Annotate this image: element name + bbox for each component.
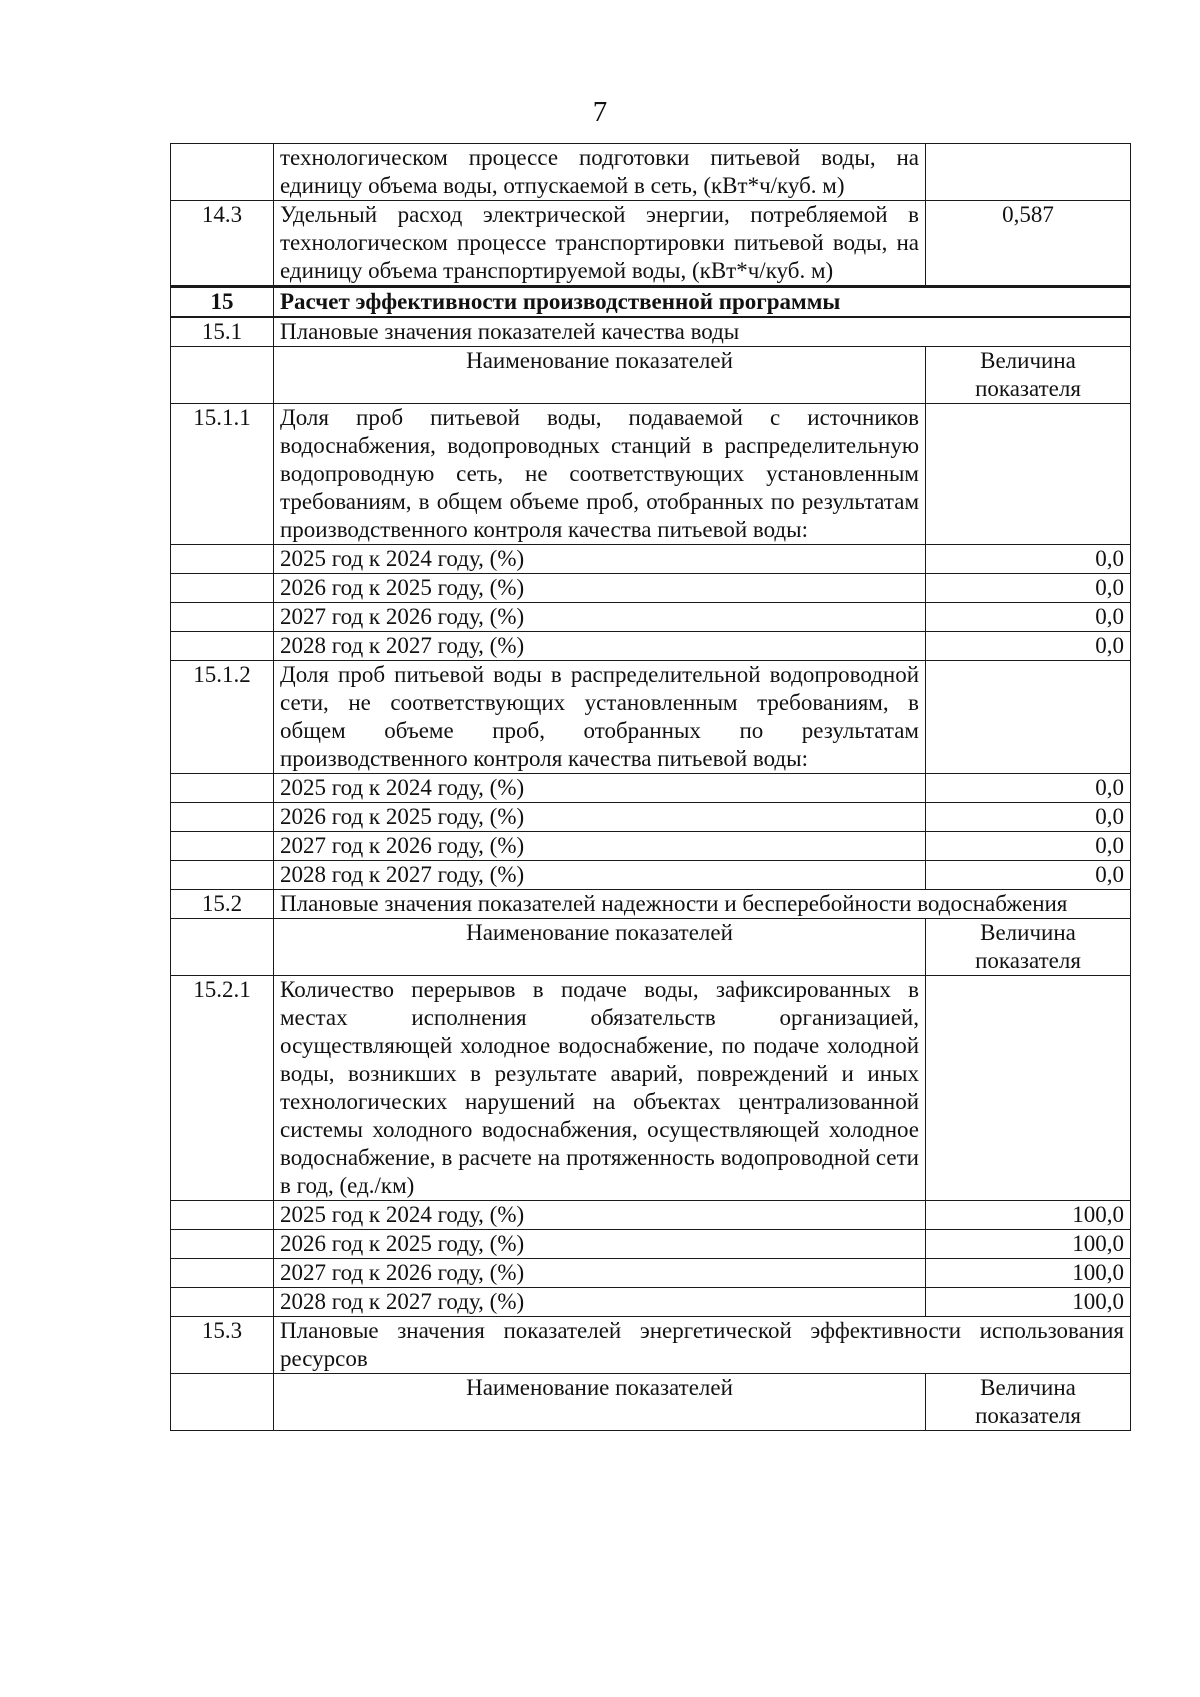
year-value: 0,0: [926, 603, 1131, 632]
column-header-row: [171, 919, 1131, 976]
year-label: 2025 год к 2024 году, (%): [274, 545, 926, 574]
year-row: [171, 1288, 1131, 1317]
header-indicator-name: Наименование показателей: [274, 347, 926, 404]
year-value: 100,0: [926, 1230, 1131, 1259]
indicator-name: Доля проб питьевой воды в распределительной водопроводной сети, не соответствующих установленным требованиям, в общем объеме проб, отобранных по результатам производственного контроля качества питьевой воды:: [274, 661, 926, 774]
year-label: 2026 год к 2025 году, (%): [274, 803, 926, 832]
subsection-number: 15.1: [171, 317, 274, 347]
year-value: 0,0: [926, 832, 1131, 861]
table-row: [171, 201, 1131, 287]
header-indicator-name: Наименование показателей: [274, 919, 926, 976]
table-row: [171, 976, 1131, 1201]
header-indicator-value: Величина показателя: [926, 347, 1131, 404]
year-row: [171, 861, 1131, 890]
column-header-row: [171, 347, 1131, 404]
section-number: 15: [171, 287, 274, 318]
year-label: 2027 год к 2026 году, (%): [274, 832, 926, 861]
year-label: 2025 год к 2024 году, (%): [274, 774, 926, 803]
subsection-title: Плановые значения показателей надежности и бесперебойности водоснабжения: [274, 890, 1131, 919]
year-label: 2026 год к 2025 году, (%): [274, 574, 926, 603]
year-row: [171, 603, 1131, 632]
header-indicator-name: Наименование показателей: [274, 1374, 926, 1431]
indicators-table: [170, 143, 1131, 1431]
subsection-number: 15.3: [171, 1317, 274, 1374]
subsection-number: 15.2: [171, 890, 274, 919]
year-row: [171, 545, 1131, 574]
year-label: 2027 год к 2026 году, (%): [274, 603, 926, 632]
year-value: 0,0: [926, 861, 1131, 890]
header-indicator-value: Величина показателя: [926, 919, 1131, 976]
indicator-value: [926, 404, 1131, 545]
year-label: 2028 год к 2027 году, (%): [274, 1288, 926, 1317]
year-row: [171, 1259, 1131, 1288]
indicator-value: 0,587: [926, 201, 1131, 287]
indicator-value: [926, 144, 1131, 201]
year-label: 2025 год к 2024 году, (%): [274, 1201, 926, 1230]
subsection-title: Плановые значения показателей качества воды: [274, 317, 1131, 347]
year-label: 2026 год к 2025 году, (%): [274, 1230, 926, 1259]
table-row: [171, 144, 1131, 201]
indicator-value: [926, 661, 1131, 774]
section-row: [171, 287, 1131, 318]
indicator-name: Доля проб питьевой воды, подаваемой с источников водоснабжения, водопроводных станций в распределительную водопроводную сеть, не соответствующих установленным требованиям, в общем объеме проб, отобранных по результатам производственного контроля качества питьевой воды:: [274, 404, 926, 545]
year-row: [171, 1201, 1131, 1230]
subsection-row: [171, 1317, 1131, 1374]
page-number: 7: [592, 96, 608, 128]
year-value: 0,0: [926, 574, 1131, 603]
row-number: 14.3: [171, 201, 274, 287]
year-value: 0,0: [926, 545, 1131, 574]
column-header-row: [171, 1374, 1131, 1431]
row-number: 15.2.1: [171, 976, 274, 1201]
indicator-name: технологическом процессе подготовки питьевой воды, на единицу объема воды, отпускаемой в сеть, (кВт*ч/куб. м): [274, 144, 926, 201]
subsection-row: [171, 890, 1131, 919]
year-row: [171, 803, 1131, 832]
indicator-name: Количество перерывов в подаче воды, зафиксированных в местах исполнения обязательств организацией, осуществляющей холодное водоснабжение, по подаче холодной воды, возникших в результате аварий, повреждений и иных технологических нарушений на объектах централизованной системы холодного водоснабжения, осуществляющей холодное водоснабжение, в расчете на протяженность водопроводной сети в год, (ед./км): [274, 976, 926, 1201]
year-row: [171, 832, 1131, 861]
row-number: [171, 144, 274, 201]
subsection-row: [171, 317, 1131, 347]
year-value: 0,0: [926, 632, 1131, 661]
year-value: 100,0: [926, 1201, 1131, 1230]
year-label: 2028 год к 2027 году, (%): [274, 861, 926, 890]
table-row: [171, 661, 1131, 774]
year-value: 0,0: [926, 774, 1131, 803]
row-number: 15.1.1: [171, 404, 274, 545]
year-row: [171, 574, 1131, 603]
year-label: 2028 год к 2027 году, (%): [274, 632, 926, 661]
year-row: [171, 774, 1131, 803]
year-value: 100,0: [926, 1259, 1131, 1288]
indicator-value: [926, 976, 1131, 1201]
year-label: 2027 год к 2026 году, (%): [274, 1259, 926, 1288]
subsection-title: Плановые значения показателей энергетической эффективности использования ресурсов: [274, 1317, 1131, 1374]
indicator-name: Удельный расход электрической энергии, потребляемой в технологическом процессе транспортировки питьевой воды, на единицу объема транспортируемой воды, (кВт*ч/куб. м): [274, 201, 926, 287]
row-number: 15.1.2: [171, 661, 274, 774]
section-title: Расчет эффективности производственной программы: [274, 287, 1131, 318]
table-row: [171, 404, 1131, 545]
year-row: [171, 1230, 1131, 1259]
year-value: 100,0: [926, 1288, 1131, 1317]
year-row: [171, 632, 1131, 661]
header-indicator-value: Величина показателя: [926, 1374, 1131, 1431]
year-value: 0,0: [926, 803, 1131, 832]
